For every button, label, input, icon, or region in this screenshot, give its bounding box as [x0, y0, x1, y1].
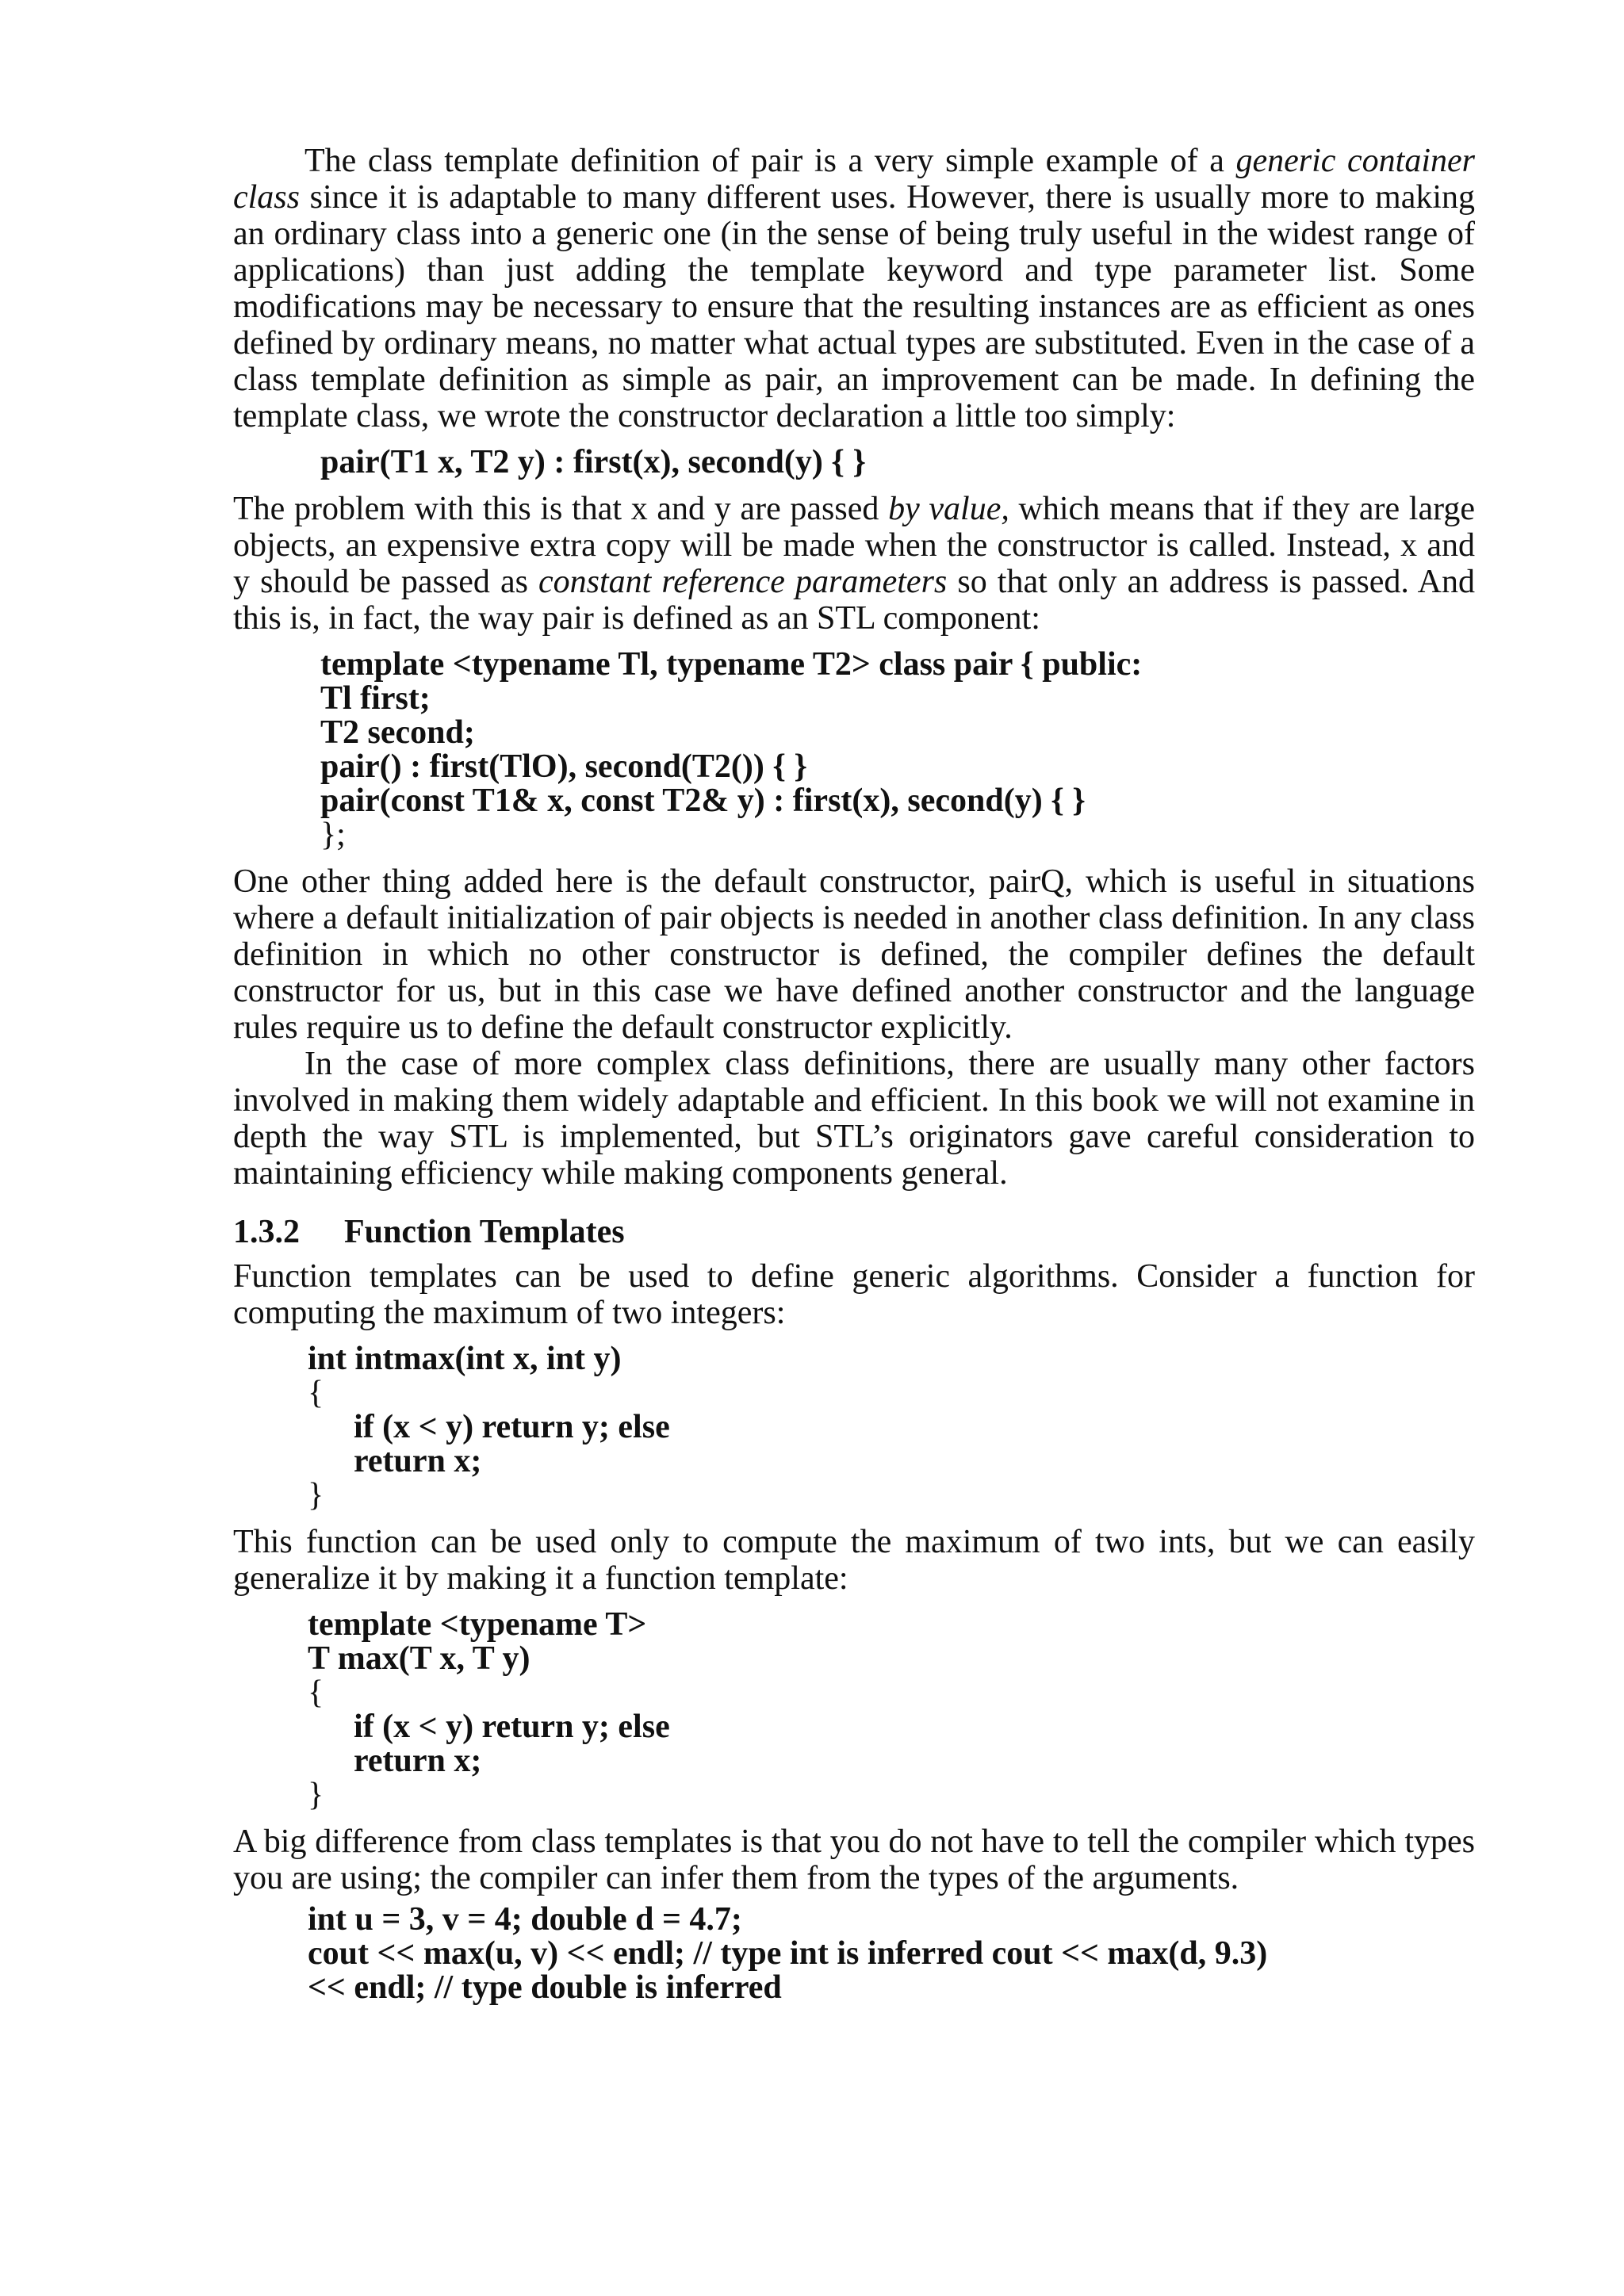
code-line: T max(T x, T y): [308, 1640, 530, 1677]
code-block-pair-template: [320, 648, 1475, 852]
code-block-intmax: [308, 1342, 1475, 1513]
code-line: }: [308, 1777, 324, 1813]
code-line: return x;: [354, 1743, 482, 1779]
code-block-constructor: [320, 446, 1475, 480]
paragraph-complex-definitions: In the case of more complex class definitions, there are usually many other factors involved in making them widely adaptable and efficient. In this book we will not examine in depth the way STL is implemented, but STL’s originators gave careful consideration to maintaining efficiency while making components general.: [233, 1046, 1475, 1192]
paragraph-function-templates: Function templates can be used to define generic algorithms. Consider a function for computing the maximum of two integers:: [233, 1258, 1475, 1331]
text: The problem with this is that x and y are passed: [233, 491, 889, 527]
section-title: Function Templates: [344, 1214, 625, 1250]
section-heading: [233, 1214, 1475, 1250]
emphasis: by value,: [888, 491, 1009, 527]
code-line: << endl; // type double is inferred: [308, 1969, 782, 2006]
code-block-max-template: [308, 1608, 1475, 1812]
emphasis: constant reference parameters: [538, 564, 948, 600]
code-line: T2 second;: [320, 714, 475, 751]
code-line: };: [320, 817, 346, 853]
code-line: return x;: [354, 1443, 482, 1479]
code-line: {: [308, 1674, 324, 1711]
code-line: if (x < y) return y; else: [354, 1409, 670, 1445]
emphasis: generic container class: [233, 143, 1476, 216]
text: The class template definition of pair is a very simple example of a: [304, 143, 1236, 179]
text: which means that if they are large objects, an expensive extra copy will be made when the constructor is called. Instead, x and y should be passed as: [233, 491, 1475, 600]
code-line: int intmax(int x, int y): [308, 1341, 622, 1377]
paragraph-type-inference: A big difference from class templates is that you do not have to tell the compiler which types you are using; the compiler can infer them from the types of the arguments.: [233, 1823, 1475, 1896]
code-line: pair(T1 x, T2 y) : first(x), second(y) { }: [320, 444, 866, 480]
text: so that only an address is passed. And this is, in fact, the way pair is defined as an STL component:: [233, 564, 1475, 637]
code-line: template <typename Tl, typename T2> class pair { public:: [320, 646, 1143, 683]
code-line: }: [308, 1477, 324, 1513]
code-line: pair() : first(TlO), second(T2()) { }: [320, 748, 807, 785]
text: since it is adaptable to many different uses. However, there is usually more to making an ordinary class into a generic one (in the sense of being truly useful in the widest range of applications) than just adding the template keyword and type parameter list. Some modifications may be necessary to ensure that the resulting instances are as efficient as ones defined by ordinary means, no matter what actual types are substituted. Even in the case of a class template definition as simple as pair, an improvement can be made. In defining the template class, we wrote the constructor declaration a little too simply:: [233, 179, 1475, 434]
code-block-usage: [308, 1903, 1475, 2005]
paragraph-pass-by-value: [233, 491, 1475, 637]
paragraph-generalize: This function can be used only to compute the maximum of two ints, but we can easily generalize it by making it a function template:: [233, 1524, 1475, 1597]
code-line: {: [308, 1375, 324, 1411]
code-line: int u = 3, v = 4; double d = 4.7;: [308, 1901, 742, 1938]
code-line: cout << max(u, v) << endl; // type int is inferred cout << max(d, 9.3): [308, 1935, 1268, 1972]
paragraph-default-constructor: One other thing added here is the default constructor, pairQ, which is useful in situations where a default initialization of pair objects is needed in another class definition. In any class definition in which no other constructor is defined, the compiler defines the default constructor for us, but in this case we have defined another constructor and the language rules require us to define the default constructor explicitly.: [233, 863, 1475, 1046]
section-number: 1.3.2: [233, 1214, 300, 1250]
page-content: [233, 143, 1475, 2016]
code-line: template <typename T>: [308, 1606, 647, 1643]
paragraph-generic-container: [233, 143, 1475, 434]
code-line: Tl first;: [320, 680, 431, 717]
code-line: pair(const T1& x, const T2& y) : first(x), second(y) { }: [320, 783, 1086, 819]
code-line: if (x < y) return y; else: [354, 1709, 670, 1745]
